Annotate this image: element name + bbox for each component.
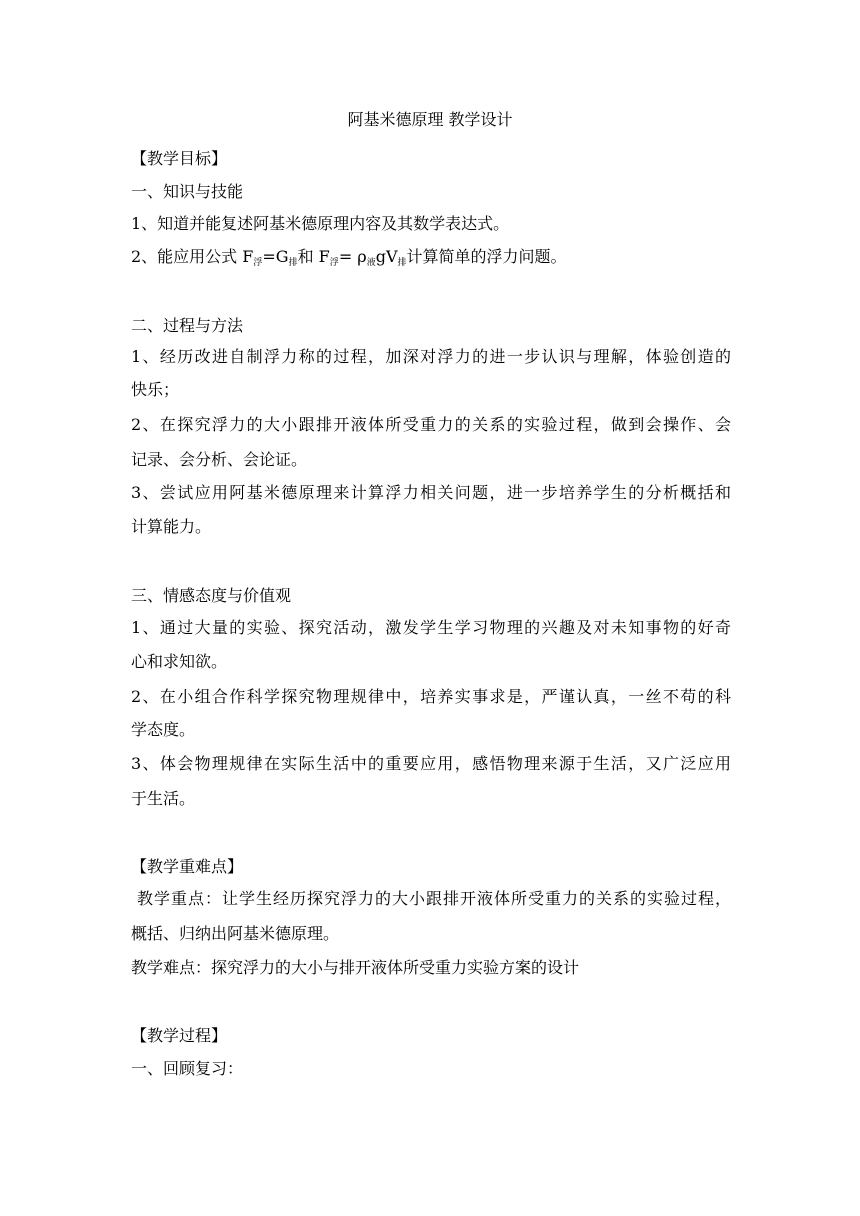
- emotion-item-1-line-2: 心和求知欲。: [131, 652, 228, 671]
- section-heading-process: 【教学过程】: [131, 1026, 228, 1045]
- subheading-emotion: 三、情感态度与价值观: [131, 586, 292, 605]
- process-item-3-line-1: 3、尝试应用阿基米德原理来计算浮力相关问题，进一步培养学生的分析概括和: [131, 483, 731, 502]
- process-item-1-line-2: 快乐；: [131, 380, 180, 399]
- knowledge-item-2: 2、能应用公式 $F_浮=G_排$和 $F_浮= \rho_液gV_排$计算简单的浮力问题。: [131, 247, 567, 268]
- emotion-item-1-line-1: 1、通过大量的实验、探究活动，激发学生学习物理的兴趣及对未知事物的好奇: [131, 618, 731, 637]
- teaching-focus-line-2: 概括、归纳出阿基米德原理。: [131, 924, 340, 943]
- emotion-item-2-line-1: 2、在小组合作科学探究物理规律中，培养实事求是，严谨认真，一丝不苟的科: [131, 687, 731, 706]
- teaching-focus-line-1: 教学重点：让学生经历探究浮力的大小跟排开液体所受重力的关系的实验过程，: [137, 889, 731, 908]
- subheading-process: 二、过程与方法: [131, 316, 244, 335]
- emotion-item-3-line-1: 3、体会物理规律在实际生活中的重要应用，感悟物理来源于生活，又广泛应用: [131, 754, 731, 773]
- process-item-2-line-1: 2、在探究浮力的大小跟排开液体所受重力的关系的实验过程，做到会操作、会: [131, 415, 731, 434]
- subheading-knowledge: 一、知识与技能: [131, 182, 244, 201]
- teaching-difficulty: 教学难点：探究浮力的大小与排开液体所受重力实验方案的设计: [131, 958, 580, 977]
- emotion-item-2-line-2: 学态度。: [131, 720, 196, 739]
- emotion-item-3-line-2: 于生活。: [131, 789, 196, 808]
- process-item-3-line-2: 计算能力。: [131, 517, 212, 536]
- document-title: 阿基米德原理 教学设计: [347, 110, 513, 129]
- process-item-2-line-2: 记录、会分析、会论证。: [131, 450, 308, 469]
- review-heading: 一、回顾复习：: [131, 1059, 244, 1078]
- knowledge-item-1: 1、知道并能复述阿基米德原理内容及其数学表达式。: [131, 214, 510, 233]
- section-heading-objectives: 【教学目标】: [131, 149, 228, 168]
- section-heading-key-points: 【教学重难点】: [131, 857, 244, 876]
- process-item-1-line-1: 1、经历改进自制浮力称的过程，加深对浮力的进一步认识与理解，体验创造的: [131, 347, 731, 366]
